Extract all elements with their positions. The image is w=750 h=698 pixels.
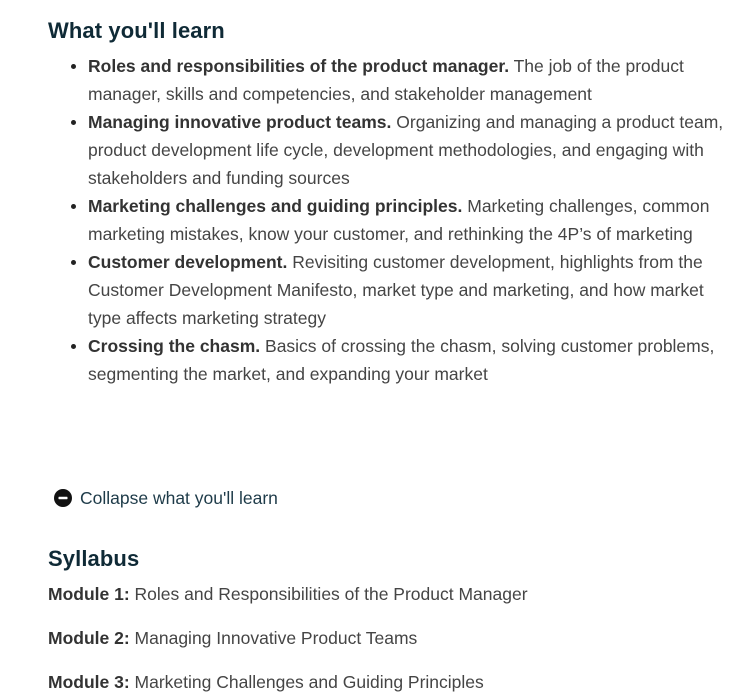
- learn-item-title: Roles and responsibilities of the product manager.: [88, 56, 510, 76]
- learn-item: [88, 248, 728, 332]
- learn-item-text: The job of the product manager, skills and competencies, and stakeholder management: [88, 56, 684, 104]
- module-title: Roles and Responsibilities of the Product Manager: [134, 584, 528, 604]
- learn-item-title: Marketing challenges and guiding principles.: [88, 196, 463, 216]
- collapse-learn-button[interactable]: [54, 484, 278, 512]
- collapse-learn-label: Collapse what you'll learn: [80, 487, 278, 508]
- module-label: Module 2:: [48, 628, 130, 648]
- syllabus-module: [48, 625, 417, 651]
- learn-list: [48, 52, 728, 388]
- learn-item: [88, 332, 728, 388]
- what-youll-learn-heading: What you'll learn: [48, 18, 225, 43]
- learn-item-text: Basics of crossing the chasm, solving customer problems, segmenting the market, and expanding your market: [88, 336, 715, 384]
- syllabus-module: [48, 669, 484, 695]
- syllabus-heading: Syllabus: [48, 546, 140, 571]
- learn-item: [88, 192, 728, 248]
- module-title: Managing Innovative Product Teams: [134, 628, 418, 648]
- learn-item-text: Revisiting customer development, highlights from the Customer Development Manifesto, market type and marketing, and how market type affects marketing strategy: [88, 252, 704, 328]
- learn-item: [88, 52, 728, 108]
- module-label: Module 3:: [48, 672, 130, 692]
- minus-circle-icon: [54, 489, 72, 507]
- learn-item: [88, 108, 728, 192]
- learn-item-text: Marketing challenges, common marketing mistakes, know your customer, and rethinking the 4P’s of marketing: [88, 196, 710, 244]
- learn-item-text: Organizing and managing a product team, product development life cycle, development methodologies, and engaging with stakeholders and funding sources: [88, 112, 724, 188]
- module-label: Module 1:: [48, 584, 130, 604]
- learn-item-title: Customer development.: [88, 252, 288, 272]
- learn-item-title: Managing innovative product teams.: [88, 112, 392, 132]
- syllabus-module: [48, 581, 528, 607]
- module-title: Marketing Challenges and Guiding Principles: [134, 672, 484, 692]
- learn-item-title: Crossing the chasm.: [88, 336, 261, 356]
